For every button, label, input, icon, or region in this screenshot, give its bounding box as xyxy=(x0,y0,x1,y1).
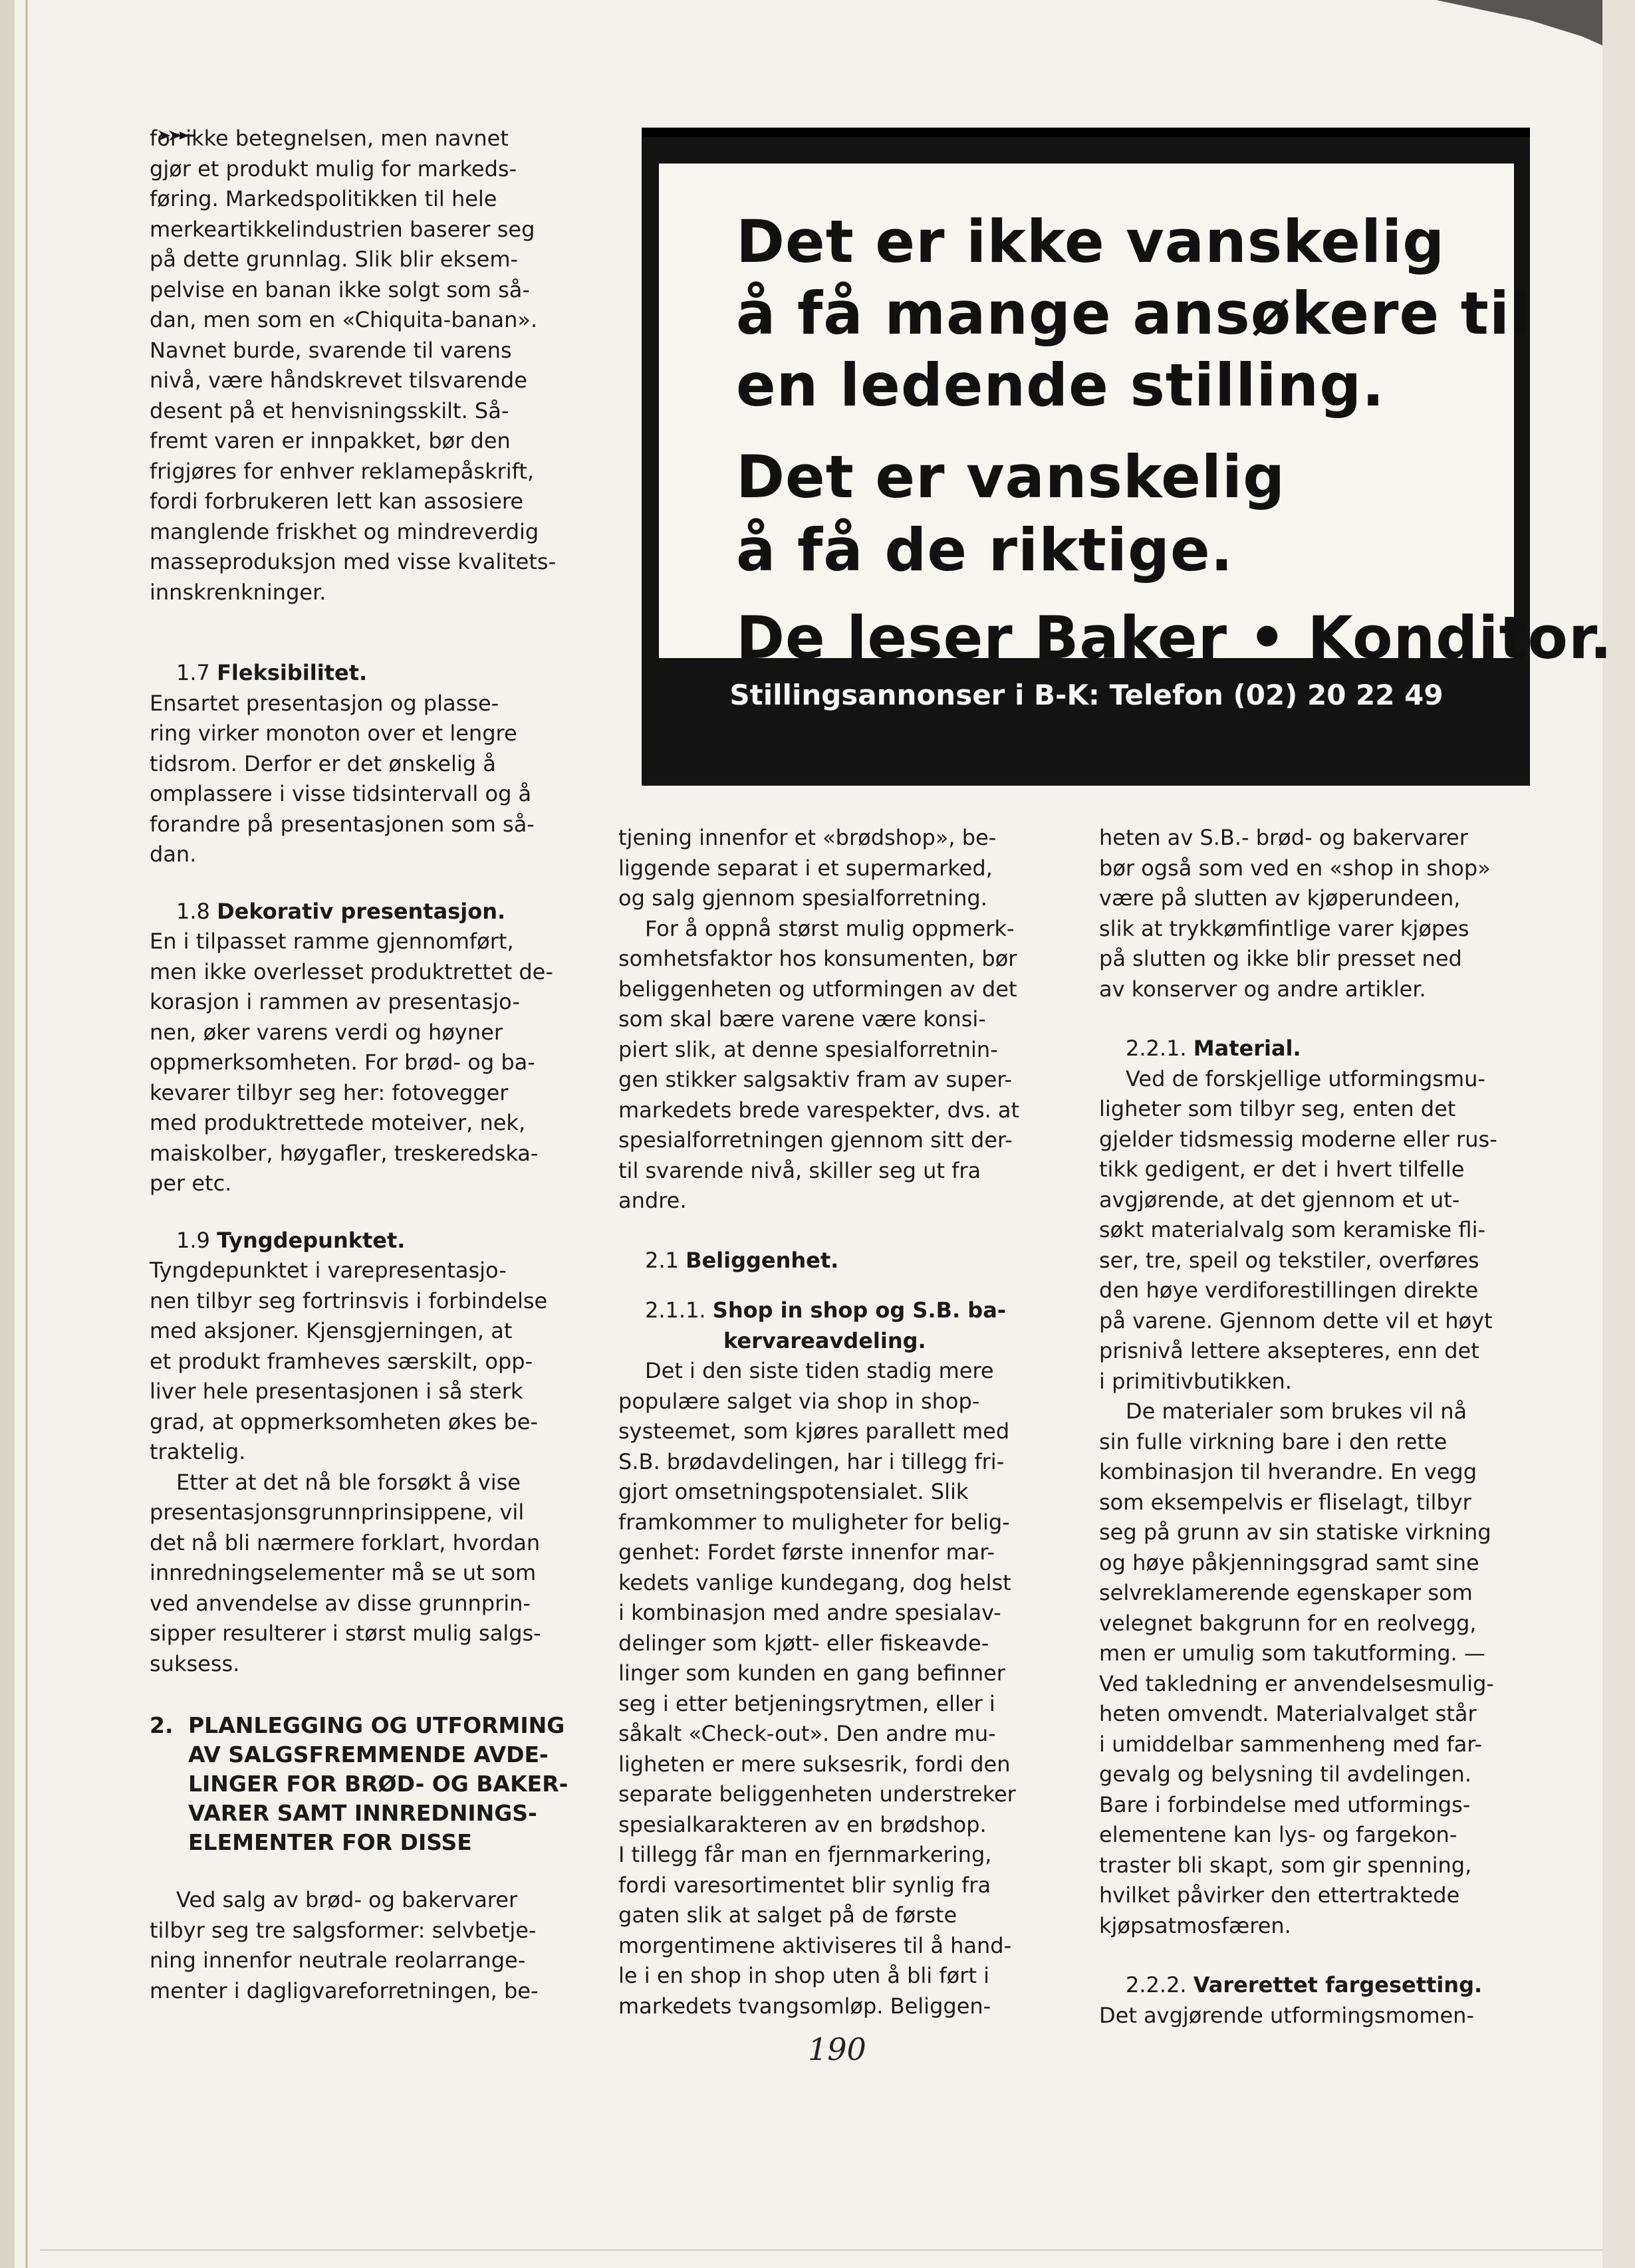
text-line: per etc. xyxy=(150,1171,232,1196)
section-1-9-body-continued xyxy=(150,1468,575,1680)
text-line: nivå, være håndskrevet tilsvarende xyxy=(150,368,527,393)
text-line: kjøpsatmosfæren. xyxy=(1099,1912,1291,1938)
text-line: i primitivbutikken. xyxy=(1099,1368,1292,1394)
text-line: Bare i forbindelse med utformings- xyxy=(1099,1791,1471,1817)
text-line: En i tilpasset ramme gjennomført, xyxy=(150,929,514,954)
text-line: men ikke overlesset produktrettet de- xyxy=(150,959,553,984)
text-line: spesialkarakteren av en brødshop. xyxy=(618,1811,987,1837)
text-line: på varene. Gjennom dette vil et høyt xyxy=(1099,1307,1493,1333)
text-line: le i en shop in shop uten å bli ført i xyxy=(618,1963,989,1988)
text-line: føring. Markedspolitikken til hele xyxy=(150,186,497,211)
text-line: fordi forbrukeren lett kan assosiere xyxy=(150,489,524,514)
text-line: selvreklamerende egenskaper som xyxy=(1099,1580,1473,1605)
text-line: separate beliggenheten understreker xyxy=(618,1781,1016,1807)
text-line: manglende friskhet og mindreverdig xyxy=(150,518,539,544)
text-line: systeemet, som kjøres parallett med xyxy=(618,1418,1010,1444)
section-number: 1.9 xyxy=(176,1227,210,1253)
text-line: tidsrom. Derfor er det ønskelig å xyxy=(150,750,496,776)
text-line: velegnet bakgrunn for en reolvegg, xyxy=(1099,1610,1477,1636)
text-line: presentasjonsgrunnprinsippene, vil xyxy=(150,1500,525,1525)
text-line: delinger som kjøtt- eller fiskeavde- xyxy=(618,1630,989,1656)
heading-line: AV SALGSFREMMENDE AVDE- xyxy=(188,1742,549,1767)
section-2-body xyxy=(150,1885,575,2006)
text-line: dan. xyxy=(150,842,197,867)
section-title xyxy=(188,1711,575,1857)
text-line: I tillegg får man en fjernmarkering, xyxy=(618,1842,992,1867)
advertisement-panel xyxy=(659,164,1613,672)
text-line: dan, men som en «Chiquita-banan». xyxy=(150,307,538,332)
section-title: Varerettet fargesetting. xyxy=(1193,1972,1483,1997)
text-line: heten omvendt. Materialvalget står xyxy=(1099,1701,1477,1726)
column-3 xyxy=(1099,823,1535,2031)
text-line: slik at trykkømfintlige varer kjøpes xyxy=(1099,915,1469,941)
ad-headline-1: Det er ikke vanskelig xyxy=(736,207,1446,276)
text-line: heten av S.B.- brød- og bakervarer xyxy=(1099,825,1468,850)
ad-headline-3: en ledende stilling. xyxy=(736,351,1385,419)
text-line: grad, at oppmerksomheten økes be- xyxy=(150,1409,538,1434)
text-line: ligheter som tilbyr seg, enten det xyxy=(1099,1096,1456,1121)
text-line: det nå bli nærmere forklart, hvordan xyxy=(150,1530,541,1555)
text-line: gaten slik at salget på de første xyxy=(618,1902,957,1928)
text-line: med aksjoner. Kjensgjerningen, at xyxy=(150,1318,513,1343)
section-2-heading xyxy=(150,1711,575,1857)
section-1-9-body xyxy=(150,1256,575,1468)
text-line: markedets brede varespekter, dvs. at xyxy=(618,1097,1020,1123)
column-2 xyxy=(618,823,1051,2021)
text-line: tilbyr seg tre salgsformer: selvbetje- xyxy=(150,1917,537,1943)
text-line: avgjørende, at det gjennom et ut- xyxy=(1099,1187,1460,1212)
intro-paragraph xyxy=(150,124,575,608)
text-line: suksess. xyxy=(150,1650,240,1676)
text-line: ved anvendelse av disse grunnprin- xyxy=(150,1590,531,1616)
section-1-7-heading xyxy=(150,658,575,689)
text-line: kedets vanlige kundegang, dog helst xyxy=(618,1569,1011,1595)
text-line: linger som kunden en gang befinner xyxy=(618,1660,1005,1686)
text-line: ning innenfor neutrale reolarrange- xyxy=(150,1948,526,1973)
text-line: sipper resulterer i størst mulig salgs- xyxy=(150,1621,541,1646)
text-line: ring virker monoton over et lengre xyxy=(150,721,517,746)
text-line: genhet: Fordet første innenfor mar- xyxy=(618,1539,995,1565)
section-2-1-1-body xyxy=(618,1356,1051,2021)
text-line: nen, øker varens verdi og høyner xyxy=(150,1019,503,1045)
text-line: desent på et henvisningsskilt. Så- xyxy=(150,397,509,423)
text-line: gjør et produkt mulig for markeds- xyxy=(150,156,517,181)
section-1-8-body xyxy=(150,927,575,1199)
column-1-intro xyxy=(150,124,575,608)
column-3-continuation xyxy=(1099,823,1535,1004)
text-line: og salg gjennom spesialforretning. xyxy=(618,885,987,911)
text-line: liggende separat i et supermarked, xyxy=(618,855,993,881)
text-line: som eksempelvis er fliselagt, tilbyr xyxy=(1099,1489,1471,1515)
text-line: traktelig. xyxy=(150,1439,246,1464)
text-line: kevarer tilbyr seg her: fotovegger xyxy=(150,1079,509,1105)
section-title-continued: kervareavdeling. xyxy=(723,1327,926,1353)
text-line: Ved takledning er anvendelsesmulig- xyxy=(1099,1670,1494,1696)
text-line: traster bli skapt, som gir spenning, xyxy=(1099,1852,1472,1878)
section-2-2-1-body-continued xyxy=(1099,1397,1535,1941)
text-line: innredningselementer må se ut som xyxy=(150,1560,537,1585)
text-line: Ensartet presentasjon og plasse- xyxy=(150,690,499,716)
text-line: frigjøres for enhver reklamepåskrift, xyxy=(150,458,535,484)
section-number: 1.7 xyxy=(176,660,210,685)
text-line: tikk gedigent, er det i hvert tilfelle xyxy=(1099,1157,1465,1182)
column-2-paragraph xyxy=(618,914,1051,1216)
section-2-2-2-heading xyxy=(1099,1970,1535,2001)
text-line: med produktrettede moteiver, nek, xyxy=(150,1110,526,1135)
ad-headline-2: å få mange ansøkere til xyxy=(736,279,1531,348)
text-line: søkt materialvalg som keramiske fli- xyxy=(1099,1217,1485,1242)
text-line: for ikke betegnelsen, men navnet xyxy=(150,126,509,151)
section-1-9-heading xyxy=(150,1226,575,1256)
text-line: For å oppnå størst mulig oppmerk- xyxy=(645,915,1015,941)
text-line: De materialer som brukes vil nå xyxy=(1126,1399,1467,1424)
text-line: men er umulig som takutforming. — xyxy=(1099,1641,1485,1666)
text-line: seg i etter betjeningsrytmen, eller i xyxy=(618,1690,995,1716)
text-line: Det i den siste tiden stadig mere xyxy=(645,1358,994,1383)
text-line: maiskolber, høygafler, treskeredska- xyxy=(150,1140,539,1166)
heading-line: VARER SAMT INNREDNINGS- xyxy=(188,1800,537,1826)
section-number: 2.1 xyxy=(645,1247,679,1273)
text-line: ligheten er mere suksesrik, fordi den xyxy=(618,1751,1011,1777)
text-line: fordi varesortimentet blir synlig fra xyxy=(618,1872,991,1898)
text-line: korasjon i rammen av presentasjo- xyxy=(150,989,520,1014)
page-number: 190 xyxy=(808,2031,866,2067)
text-line: pelvise en banan ikke solgt som så- xyxy=(150,277,530,302)
text-line: spesialforretningen gjennom sitt der- xyxy=(618,1127,1013,1153)
text-line: gen stikker salgsaktiv fram av super- xyxy=(618,1067,1013,1092)
text-line: tjening innenfor et «brødshop», be- xyxy=(618,825,997,850)
heading-line: PLANLEGGING OG UTFORMING xyxy=(188,1712,565,1738)
section-2-1-heading xyxy=(618,1246,1051,1276)
section-title: Dekorativ presentasjon. xyxy=(217,898,506,924)
text-line: i kombinasjon med andre spesialav- xyxy=(618,1600,1001,1625)
text-line: fremt varen er innpakket, bør den xyxy=(150,428,511,453)
text-line: nen tilbyr seg fortrinsvis i forbindelse xyxy=(150,1288,548,1313)
text-line: oppmerksomheten. For brød- og ba- xyxy=(150,1050,535,1075)
section-2-2-1-heading xyxy=(1099,1034,1535,1064)
ad-contact-line: Stillingsannonser i B-K: Telefon (02) 20 22 49 xyxy=(729,679,1444,711)
text-line: sin fulle virkning bare i den rette xyxy=(1099,1428,1447,1454)
section-title: Material. xyxy=(1193,1036,1301,1061)
text-line: Etter at det nå ble forsøkt å vise xyxy=(176,1469,521,1495)
text-line: på slutten og ikke blir presset ned xyxy=(1099,946,1462,971)
text-line: Tyngdepunktet i varepresentasjo- xyxy=(150,1258,507,1283)
text-line: forandre på presentasjonen som så- xyxy=(150,811,535,837)
text-line: ser, tre, speil og tekstiler, overføres xyxy=(1099,1247,1479,1273)
text-line: somhetsfaktor hos konsumenten, bør xyxy=(618,946,1017,971)
text-line: av konserver og andre artikler. xyxy=(1099,976,1426,1002)
section-number: 2.2.2. xyxy=(1126,1972,1187,1997)
heading-line: LINGER FOR BRØD- OG BAKER- xyxy=(188,1771,568,1797)
section-title: Shop in shop og S.B. ba- xyxy=(712,1298,1007,1323)
text-line: gevalg og belysning til avdelingen. xyxy=(1099,1761,1471,1787)
text-line: på dette grunnlag. Slik blir eksem- xyxy=(150,247,519,272)
text-line: andre. xyxy=(618,1188,687,1213)
text-line: prisnivå lettere aksepteres, enn det xyxy=(1099,1338,1479,1363)
heading-line: ELEMENTER FOR DISSE xyxy=(188,1829,472,1855)
text-line: Navnet burde, svarende til varens xyxy=(150,337,512,363)
ad-headline-4: Det er vanskelig xyxy=(736,443,1286,511)
ad-headline-5: å få de riktige. xyxy=(736,516,1234,584)
section-2-2-2-body xyxy=(1099,2001,1535,2031)
text-line: S.B. brødavdelingen, har i tillegg fri- xyxy=(618,1448,1005,1474)
section-number: 2.2.1. xyxy=(1126,1036,1187,1061)
text-line: Det avgjørende utformingsmomen- xyxy=(1099,2002,1474,2028)
text-line: omplassere i visse tidsintervall og å xyxy=(150,781,532,806)
text-line: piert slik, at denne spesialforretnin- xyxy=(618,1036,998,1062)
text-line: masseproduksjon med visse kvalitets- xyxy=(150,549,557,574)
text-line: menter i dagligvareforretningen, be- xyxy=(150,1978,539,2003)
text-line: gjelder tidsmessig moderne eller rus- xyxy=(1099,1126,1497,1152)
text-line: elementene kan lys- og fargekon- xyxy=(1099,1822,1457,1847)
text-line: merkeartikkelindustrien baserer seg xyxy=(150,216,535,242)
section-title: Fleksibilitet. xyxy=(217,660,368,685)
text-line: Ved salg av brød- og bakervarer xyxy=(176,1887,518,1912)
ad-headline-6: De leser Baker • Konditor. xyxy=(736,604,1613,672)
column-1-sections xyxy=(150,658,575,2006)
section-title: Tyngdepunktet. xyxy=(217,1227,406,1253)
text-line: kombinasjon til hverandre. En vegg xyxy=(1099,1459,1477,1484)
text-line: markedets tvangsomløp. Beliggen- xyxy=(618,1993,991,2019)
text-line: til svarende nivå, skiller seg ut fra xyxy=(618,1157,981,1183)
section-2-1-1-heading xyxy=(618,1296,1051,1356)
text-line: bør også som ved en «shop in shop» xyxy=(1099,855,1491,881)
text-line: innskrenkninger. xyxy=(150,579,326,605)
text-line: som skal bære varene være konsi- xyxy=(618,1006,986,1032)
text-line: beliggenheten og utformingen av det xyxy=(618,976,1017,1002)
text-line: såkalt «Check-out». Den andre mu- xyxy=(618,1721,996,1746)
section-number: 2. xyxy=(150,1712,174,1738)
text-line: hvilket påvirker den ettertraktede xyxy=(1099,1882,1460,1908)
text-line: og høye påkjenningsgrad samt sine xyxy=(1099,1549,1479,1575)
text-line: den høye verdiforestillingen direkte xyxy=(1099,1278,1479,1303)
text-line: Ved de forskjellige utformingsmu- xyxy=(1126,1066,1485,1091)
text-line: populære salget via shop in shop- xyxy=(618,1388,980,1414)
text-line: gjort omsetningspotensialet. Slik xyxy=(618,1479,969,1504)
text-line: være på slutten av kjøperundeen, xyxy=(1099,885,1461,911)
section-2-2-1-body xyxy=(1099,1064,1535,1397)
text-line: seg på grunn av sin statiske virkning xyxy=(1099,1520,1491,1545)
text-line: i umiddelbar sammenheng med far- xyxy=(1099,1731,1483,1757)
section-title: Beliggenhet. xyxy=(686,1247,839,1273)
advertisement-box xyxy=(642,128,1613,786)
text-line: morgentimene aktiviseres til å hand- xyxy=(618,1932,1012,1958)
column-2-continuation xyxy=(618,823,1051,914)
text-line: et produkt framheves særskilt, opp- xyxy=(150,1348,533,1374)
section-number: 2.1.1. xyxy=(645,1298,706,1323)
text-line: liver hele presentasjonen i så sterk xyxy=(150,1379,523,1404)
section-number: 1.8 xyxy=(176,898,210,924)
text-line: framkommer to muligheter for belig- xyxy=(618,1509,1010,1535)
section-1-8-heading xyxy=(150,897,575,927)
section-1-7-body xyxy=(150,689,575,870)
